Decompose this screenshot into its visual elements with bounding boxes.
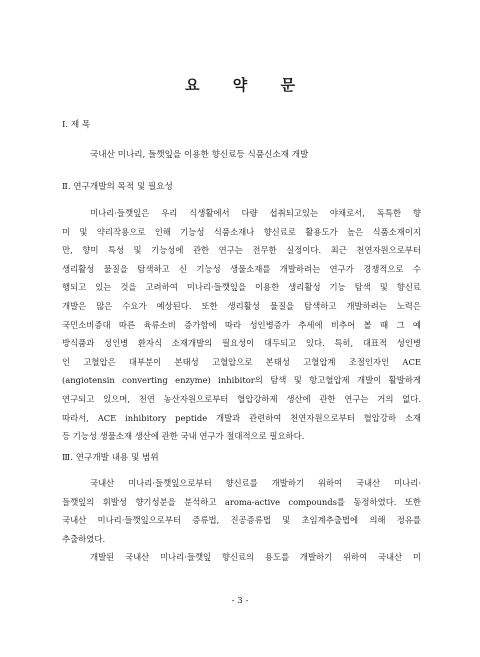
paragraph-line: 행되고 있는 것을 고려하여 미나리·들깻잎을 이용한 생리활성 기능 탐색 및 향신료 [62,282,421,293]
section-1-text: 국내산 미나리, 들깻잎을 이용한 향신료등 식품신소재 개발 [90,150,309,160]
paragraph-line: 국내산 미나리·들깻잎으로부터 증류법, 진공증류법 및 초임계추출법에 의해 정유를 [62,515,421,526]
paragraph-line: 국민소비증대 따른 육류소비 증가함에 따라 성인병증가 추세에 비추어 볼 때 그 예 [62,319,421,330]
paragraph-line: 추출하였다. [62,533,106,544]
paragraph-line: 미나리·들깻잎은 우리 식생활에서 다량 섭취되고있는 야채로서, 독특한 향 [90,208,421,218]
paragraph-line: 방식품과 성인병 환자식 소재개발의 필요성이 대두되고 있다. 특히, 대표적 성인병 [62,338,421,349]
page-number: - 3 - [231,596,249,606]
section-2-paragraph [62,204,421,446]
section-heading-3: Ⅲ. 연구개발 내용 및 범위 [62,453,159,463]
paragraph-line: (angiotensin converting enzyme) inhibitor의 탐색 및 항고혈압제 개발이 활발하게 [62,375,421,386]
paragraph-line: 들깻잎의 휘발성 향기성분을 분석하고 aroma-active compounds를 동정하였다. 또한 [62,496,421,507]
paragraph-line: 개발된 국내산 미나리·들깻잎 향신료의 용도를 개발하기 위하여 국내산 미 [90,552,421,563]
section-heading-2: Ⅱ. 연구개발의 목적 및 필요성 [62,182,173,192]
paragraph-line: 만, 향미 특성 및 기능성에 관한 연구는 전무한 실정이다. 최근 천연자원으로부터 [62,245,421,256]
paragraph-line: 생리활성 물질을 탐색하고 신 기능성 생물소재를 개발하려는 연구가 경쟁적으로 수 [62,263,421,274]
paragraph-line: 국내산 미나리·들깻잎으로부터 향신료를 개발하기 위하여 국내산 미나리· [90,478,421,488]
section-heading-1: Ⅰ. 제 목 [62,120,91,130]
paragraph-line: 따라서, ACE inhibitory peptide 개발과 관련하여 천연자원으로부터 혈압강하 소재 [62,412,421,423]
section-3-paragraph [62,474,421,567]
paragraph-line: 인 고혈압은 대부분이 본태성 고혈압으로 본태성 고혈압계 조절인자인 ACE [62,356,421,367]
paragraph-line: 개발은 많은 수요가 예상된다. 또한 생리활성 물질을 탐색하고 개발하려는 노력은 [62,300,421,311]
page-title: 요 약 문 [185,76,309,94]
paragraph-line: 연구되고 있으며, 천연 농산자원으로부터 혈압강하제 생산에 관한 연구는 거의 없다. [62,393,421,404]
paragraph-line: 등 기능성 생물소재 생산에 관한 국내 연구가 절대적으로 필요하다. [62,431,305,442]
paragraph-line: 미 및 약리작용으로 인해 기능성 식품소재나 향신료로 활용도가 높은 식품소재이지 [62,226,421,237]
